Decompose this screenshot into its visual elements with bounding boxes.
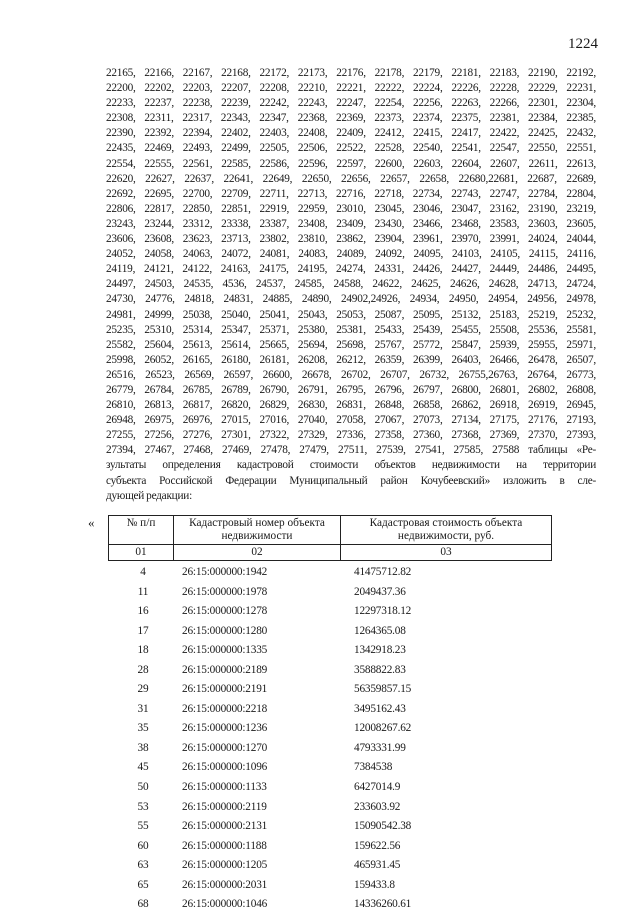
table-row (108, 622, 548, 642)
cadastral-number: 26:15:000000:1133 (182, 781, 267, 794)
row-number: 55 (137, 820, 149, 833)
table-row (108, 758, 548, 778)
table-body (108, 563, 548, 915)
row-number: 38 (137, 741, 149, 754)
cadastral-value: 1342918.23 (354, 644, 406, 657)
paragraph-line: 23606, 23608, 23623, 23713, 23802, 23810, 23862, 23904, 23961, 23970, 23991, 24024, 24044, (106, 233, 596, 246)
cadastral-value: 6427014.9 (354, 781, 401, 794)
paragraph-line: субъекта Российской Федерации Муниципальный район Кочубеевский» изложить в сле- (106, 474, 596, 487)
opening-quote-mark: « (88, 515, 95, 530)
table-row (108, 719, 548, 739)
row-number: 45 (137, 761, 149, 774)
code-03: 03 (341, 545, 552, 561)
paragraph-line: 24981, 24999, 25038, 25040, 25041, 25043, 25053, 25087, 25095, 25132, 25183, 25219, 25232, (106, 308, 596, 321)
table-row (108, 895, 548, 915)
paragraph-line: 22435, 22469, 22493, 22499, 22505, 22506, 22522, 22528, 22540, 22541, 22547, 22550, 22551, (106, 142, 596, 155)
cadastral-value: 12008267.62 (354, 722, 412, 735)
cadastral-value: 12297318.12 (354, 605, 412, 618)
cadastral-number: 26:15:000000:1335 (182, 644, 268, 657)
table-row (108, 680, 548, 700)
table-row (108, 641, 548, 661)
paragraph-line: 25235, 25310, 25314, 25347, 25371, 25380, 25381, 25433, 25439, 25455, 25508, 25536, 25581, (106, 323, 596, 336)
paragraph-line: 24497, 24503, 24535, 4536, 24537, 24585, 24588, 24622, 24625, 24626, 24628, 24713, 24724, (106, 278, 596, 291)
paragraph-line: 22308, 22311, 22317, 22343, 22347, 22368, 22369, 22373, 22374, 22375, 22381, 22384, 22385, (106, 112, 596, 125)
paragraph-line: 22200, 22202, 22203, 22207, 22208, 22210, 22221, 22222, 22224, 22226, 22228, 22229, 22231, (106, 82, 596, 95)
cadastral-number: 26:15:000000:2189 (182, 663, 268, 676)
paragraph-line: 26948, 26975, 26976, 27015, 27016, 27040, 27058, 27067, 27073, 27134, 27175, 27176, 27193, (106, 414, 596, 427)
cadastral-number: 26:15:000000:1236 (182, 722, 268, 735)
table-row (108, 778, 548, 798)
cadastral-number: 26:15:000000:1205 (182, 859, 268, 872)
row-number: 29 (137, 683, 149, 696)
cadastral-number: 26:15:000000:2218 (182, 702, 268, 715)
cadastral-value: 7384538 (354, 761, 393, 774)
paragraph-line: 22620, 22627, 22637, 22641, 22649, 22650, 22656, 22657, 22658, 22680,22681, 22687, 22689, (106, 172, 596, 185)
cadastral-value: 14336260.61 (354, 898, 412, 911)
table-row (108, 876, 548, 896)
row-number: 31 (137, 702, 149, 715)
cadastral-value: 3495162.43 (354, 702, 406, 715)
row-number: 18 (137, 644, 149, 657)
paragraph-line: 24119, 24121, 24122, 24163, 24175, 24195, 24274, 24331, 24426, 24427, 24449, 24486, 24495, (106, 263, 596, 276)
header-row-number: № п/п (109, 516, 174, 545)
cadastral-value: 159433.8 (354, 878, 395, 891)
paragraph-line: 26779, 26784, 26785, 26789, 26790, 26791, 26795, 26796, 26797, 26800, 26801, 26802, 26808, (106, 383, 596, 396)
header-cadastral-number: Кадастровый номер объекта недвижимости (174, 516, 341, 545)
body-paragraph (106, 66, 596, 504)
table-row (108, 837, 548, 857)
cadastral-number: 26:15:000000:1270 (182, 741, 268, 754)
table-row (108, 700, 548, 720)
cadastral-number: 26:15:000000:2119 (182, 800, 267, 813)
paragraph-line: 26810, 26813, 26817, 26820, 26829, 26830, 26831, 26848, 26858, 26862, 26918, 26919, 26945, (106, 399, 596, 412)
row-number: 28 (137, 663, 149, 676)
header-cadastral-value: Кадастровая стоимость объекта недвижимости, руб. (341, 516, 552, 545)
cadastral-value: 233603.92 (354, 800, 401, 813)
paragraph-line: 22554, 22555, 22561, 22585, 22586, 22596, 22597, 22600, 22603, 22604, 22607, 22611, 22613, (106, 157, 596, 170)
cadastral-value: 56359857.15 (354, 683, 412, 696)
cadastral-value: 4793331.99 (354, 741, 406, 754)
cadastral-number: 26:15:000000:1978 (182, 585, 268, 598)
cadastral-number: 26:15:000000:1278 (182, 605, 268, 618)
cadastral-value: 2049437.36 (354, 585, 406, 598)
table-row (108, 583, 548, 603)
table-row (108, 602, 548, 622)
cadastral-number: 26:15:000000:2131 (182, 820, 268, 833)
cadastral-number: 26:15:000000:1188 (182, 839, 267, 852)
page-number: 1224 (568, 36, 598, 52)
paragraph-line: 22806, 22817, 22850, 22851, 22919, 22959, 23010, 23045, 23046, 23047, 23162, 23190, 23219, (106, 202, 596, 215)
paragraph-line: 25998, 26052, 26165, 26180, 26181, 26208, 26212, 26359, 26399, 26403, 26466, 26478, 26507, (106, 353, 596, 366)
row-number: 4 (140, 566, 146, 578)
table-header-row (109, 516, 552, 545)
paragraph-line: 24730, 24776, 24818, 24831, 24885, 24890, 24902,24926, 24934, 24950, 24954, 24956, 24978, (106, 293, 596, 306)
cadastral-value: 465931.45 (354, 859, 401, 872)
row-number: 65 (137, 878, 149, 891)
paragraph-line: 22390, 22392, 22394, 22402, 22403, 22408, 22409, 22412, 22415, 22417, 22422, 22425, 22432, (106, 127, 596, 140)
cadastral-number: 26:15:000000:1096 (182, 761, 268, 774)
cadastral-number: 26:15:000000:1942 (182, 566, 268, 578)
paragraph-line: 27394, 27467, 27468, 27469, 27478, 27479, 27511, 27539, 27541, 27585, 27588 таблицы «Ре- (106, 444, 596, 457)
table-row (108, 817, 548, 837)
row-number: 68 (137, 898, 149, 911)
row-number: 63 (137, 859, 149, 872)
paragraph-line: 22165, 22166, 22167, 22168, 22172, 22173, 22176, 22178, 22179, 22181, 22183, 22190, 22192, (106, 67, 596, 79)
cadastral-number: 26:15:000000:2191 (182, 683, 268, 696)
table-row (108, 739, 548, 759)
row-number: 35 (137, 722, 149, 735)
row-number: 16 (137, 605, 149, 618)
cadastral-value: 41475712.82 (354, 566, 412, 578)
cadastral-value: 159622.56 (354, 839, 401, 852)
table-row (108, 661, 548, 681)
cadastral-value: 1264365.08 (354, 624, 406, 637)
row-number: 53 (137, 800, 149, 813)
cadastral-value: 3588822.83 (354, 663, 406, 676)
code-02: 02 (174, 545, 341, 561)
paragraph-line: зультаты определения кадастровой стоимости объектов недвижимости на территории (106, 459, 596, 472)
table-row (108, 563, 548, 583)
paragraph-line: 22233, 22237, 22238, 22239, 22242, 22243, 22247, 22254, 22256, 22263, 22266, 22301, 22304, (106, 97, 596, 110)
cadastral-number: 26:15:000000:2031 (182, 878, 268, 891)
row-number: 11 (137, 585, 149, 598)
cadastral-number: 26:15:000000:1280 (182, 624, 268, 637)
row-number: 50 (137, 781, 149, 794)
paragraph-line: дующей редакции: (106, 489, 192, 502)
paragraph-line: 27255, 27256, 27276, 27301, 27322, 27329, 27336, 27358, 27360, 27368, 27369, 27370, 27393, (106, 429, 596, 442)
code-01: 01 (109, 545, 174, 561)
cadastral-table-header (108, 515, 552, 561)
cadastral-number: 26:15:000000:1046 (182, 898, 268, 911)
table-code-row (109, 545, 552, 561)
table-row (108, 856, 548, 876)
cadastral-value: 15090542.38 (354, 820, 412, 833)
paragraph-line: 25582, 25604, 25613, 25614, 25665, 25694, 25698, 25767, 25772, 25847, 25939, 25955, 25971, (106, 338, 596, 351)
row-number: 17 (137, 624, 149, 637)
paragraph-line: 26516, 26523, 26569, 26597, 26600, 26678, 26702, 26707, 26732, 26755,26763, 26764, 26773, (106, 368, 596, 381)
table-row (108, 798, 548, 818)
row-number: 60 (137, 839, 149, 852)
paragraph-line: 24052, 24058, 24063, 24072, 24081, 24083, 24089, 24092, 24095, 24103, 24105, 24115, 24116, (106, 248, 596, 261)
paragraph-line: 22692, 22695, 22700, 22709, 22711, 22713, 22716, 22718, 22734, 22743, 22747, 22784, 22804, (106, 187, 596, 200)
paragraph-line: 23243, 23244, 23312, 23338, 23387, 23408, 23409, 23430, 23466, 23468, 23583, 23603, 23605, (106, 217, 596, 230)
